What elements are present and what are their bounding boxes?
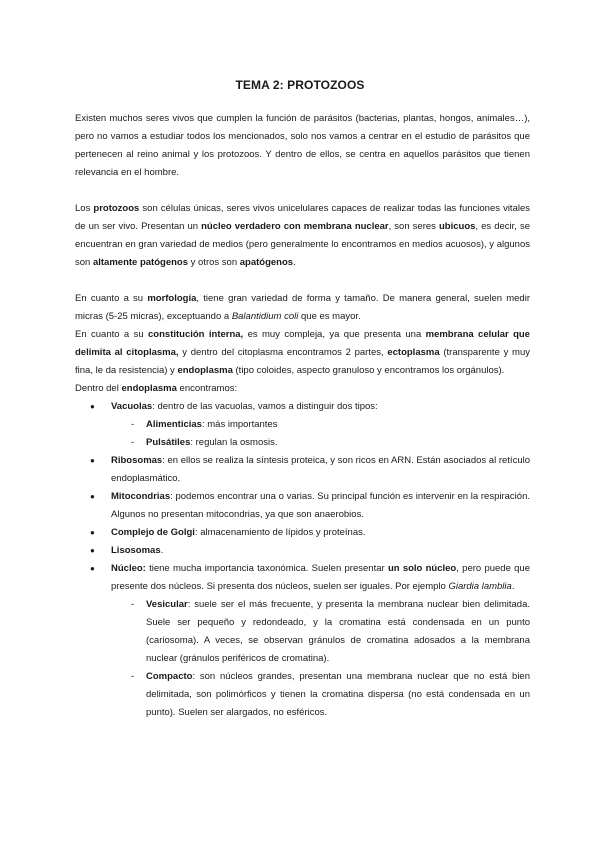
list-item-lisosomas: [75, 542, 530, 560]
list-item-compacto: [111, 668, 530, 722]
bold-term: membrana celular que delimita al citoplasma,: [75, 329, 530, 358]
text-run: En cuanto a su: [75, 329, 149, 340]
bold-term: Núcleo:: [111, 563, 146, 574]
bold-term: altamente patógenos: [92, 257, 188, 268]
bold-term: morfología: [147, 293, 197, 304]
text-run: , tiene gran variedad de forma y tamaño. De manera general, suelen medir micras (5-25 micras), exceptuando a: [75, 293, 530, 322]
text-run: : dentro de las vacuolas, vamos a distinguir dos tipos:: [152, 401, 378, 412]
internal-constitution-paragraph: [75, 326, 530, 380]
text-run: .: [160, 545, 164, 556]
text-run: son células únicas, seres vivos unicelulares capaces de realizar todas las funciones vitales de un ser vivo. Presentan un: [75, 203, 530, 232]
bold-term: apatógenos: [239, 257, 294, 268]
text-run: es muy compleja, ya que presenta una: [243, 329, 426, 340]
text-run: : son núcleos grandes, presentan una membrana nuclear que no está bien delimitada, son polimórficos y tienen la cromatina dispersa (no está condensada en un punto). Suelen ser alargados, no esféricos.: [146, 671, 530, 718]
text-run: Los: [75, 203, 94, 214]
bold-term: constitución interna,: [148, 329, 244, 340]
list-item-ribosomas: [75, 452, 530, 488]
text-run: : en ellos se realiza la síntesis proteica, y son ricos en ARN. Están asociados al retículo endoplasmático.: [111, 455, 530, 484]
bold-term: endoplasma: [121, 383, 177, 394]
text-run: (transparente y muy fina, le da resistencia) y: [75, 347, 530, 376]
bold-term: Compacto: [146, 671, 193, 682]
list-item-vacuolas: [75, 398, 530, 452]
text-run: : podemos encontrar una o varias. Su principal función es intervenir en la respiración. Algunos no presentan mitocondrias, ya que son anaerobios.: [111, 491, 530, 520]
list-item-golgi: [75, 524, 530, 542]
page-title: TEMA 2: PROTOZOOS: [235, 78, 365, 92]
bold-term: protozoos: [93, 203, 140, 214]
text-run: En cuanto a su: [75, 293, 148, 304]
bold-term: Vacuolas: [111, 401, 153, 412]
bold-term: núcleo verdadero con membrana nuclear: [201, 221, 389, 232]
morphology-paragraph: [75, 290, 530, 326]
organelle-list: [75, 398, 530, 722]
text-run: , pero puede que presente dos núcleos. Si presenta dos núcleos, suelen ser iguales. Por ejemplo: [111, 563, 530, 592]
endoplasm-intro: [75, 380, 530, 398]
bold-term: Ribosomas: [111, 455, 163, 466]
bold-term: Vesicular: [146, 599, 188, 610]
document-body: [75, 110, 530, 722]
bold-term: endoplasma: [177, 365, 233, 376]
list-item-vesicular: [111, 596, 530, 668]
paragraph-gap: [75, 182, 530, 200]
text-run: : almacenamiento de lípidos y proteínas.: [194, 527, 366, 538]
italic-species: Giardia lamblia: [448, 581, 512, 592]
text-run: y dentro del citoplasma encontramos 2 partes,: [178, 347, 388, 358]
italic-species: Balantidium coli: [231, 311, 299, 322]
nucleus-types-list: [111, 596, 530, 722]
list-item-mitocondrias: [75, 488, 530, 524]
vacuole-types-list: [111, 416, 530, 452]
list-item-alimenticias: [111, 416, 530, 434]
text-run: , es decir, se encuentran en gran variedad de medios (pero generalmente lo encontramos en medios acuosos), y algunos son: [75, 221, 530, 268]
text-run: (tipo coloides, aspecto granuloso y encontramos los orgánulos).: [232, 365, 505, 376]
list-item-pulsatiles: [111, 434, 530, 452]
text-run: tiene mucha importancia taxonómica. Suelen presentar: [145, 563, 388, 574]
text-run: : regulan la osmosis.: [190, 437, 278, 448]
text-run: : suele ser el más frecuente, y presenta la membrana nuclear bien delimitada. Suele ser pequeño y redondeado, y la cromatina está condensada en un punto (cariosoma). A veces, se observan gránulos de cromatina adosados a la membrana nuclear (gránulos periféricos de cromatina).: [146, 599, 530, 664]
bold-term: un solo núcleo: [387, 563, 457, 574]
text-run: Dentro del: [75, 383, 122, 394]
text-run: que es mayor.: [298, 311, 361, 322]
bold-term: Alimenticias: [146, 419, 202, 430]
text-run: encontramos:: [176, 383, 238, 394]
text-run: y otros son: [188, 257, 240, 268]
paragraph-gap: [75, 272, 530, 290]
text-run: : más importantes: [201, 419, 278, 430]
bold-term: Complejo de Golgi: [111, 527, 195, 538]
bold-term: ubicuos: [438, 221, 476, 232]
bold-term: Lisosomas: [111, 545, 161, 556]
bold-term: Mitocondrias: [111, 491, 171, 502]
intro-paragraph: Existen muchos seres vivos que cumplen la función de parásitos (bacterias, plantas, hongos, animales…), pero no vamos a estudiar todos los mencionados, solo nos vamos a centrar en el estudio de parásitos que pertenecen al reino animal y los protozoos. Y dentro de ellos, se centra en aquellos parásitos que tienen relevancia en el hombre.: [75, 113, 530, 178]
text-run: , son seres: [388, 221, 439, 232]
list-item-nucleo: [75, 560, 530, 722]
text-run: .: [293, 257, 296, 268]
text-run: .: [511, 581, 515, 592]
protozoa-paragraph: [75, 200, 530, 272]
bold-term: ectoplasma: [387, 347, 440, 358]
bold-term: Pulsátiles: [146, 437, 191, 448]
